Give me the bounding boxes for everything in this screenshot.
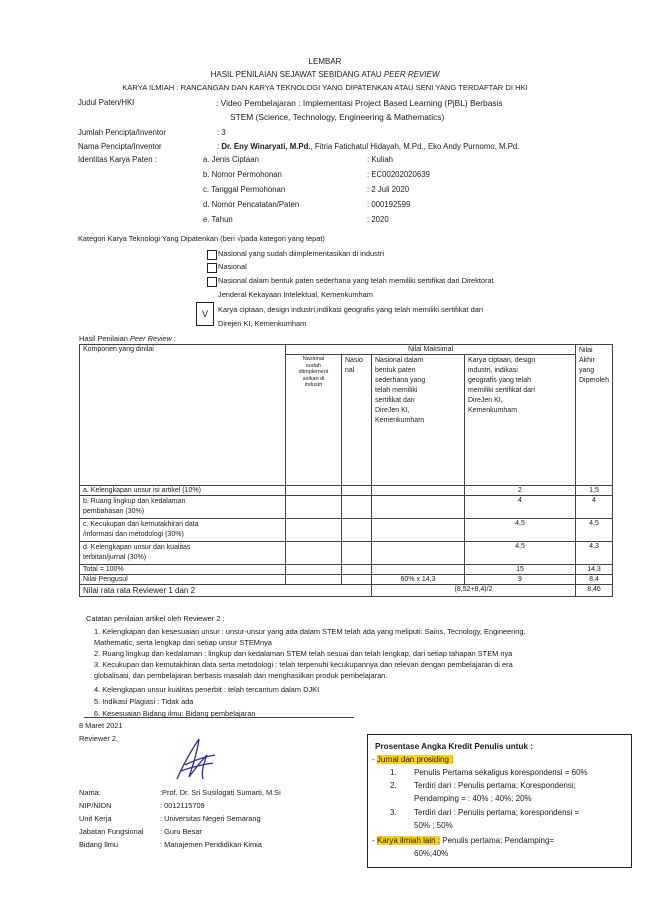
empty-cell bbox=[286, 565, 342, 575]
kategori-heading: Kategori Karya Teknologi Yang Dipatenkan (beri √pada kategori yang tepat) bbox=[78, 234, 325, 243]
table-row-b-label: b. Ruang lingkup dan kedalaman pembahasan (30%) bbox=[80, 496, 286, 519]
total-label: Total = 100% bbox=[80, 565, 286, 575]
table-row-d-label: d. Kelengkapan unsur dan kualitas terbitan/jurnal (30%) bbox=[80, 542, 286, 565]
identitas-item-a-value: : Kuliah bbox=[367, 155, 394, 164]
jumlah-value: : 3 bbox=[217, 128, 226, 137]
credit-item-3-text2: 50% ; 50% bbox=[414, 821, 453, 830]
rata-calc: (8,52+8,4)/2 bbox=[372, 585, 576, 597]
credit-cat2-line2: 60%;40% bbox=[414, 849, 449, 858]
empty-cell bbox=[342, 496, 372, 519]
identitas-item-b-value: : EC00202020639 bbox=[367, 170, 430, 179]
hasil-heading-text: Hasil Penilaian bbox=[79, 334, 130, 343]
table-row-a-nilai: 2 bbox=[465, 486, 576, 496]
catatan-item-6: 6. Kesesuaian Bidang ilmu: Bidang pembelajaran bbox=[94, 709, 256, 718]
field-unit-label: Unit Kerja bbox=[79, 814, 112, 823]
pengusul-nilai: 9 bbox=[465, 575, 576, 585]
doc-title-lembar: LEMBAR bbox=[308, 57, 342, 66]
hasil-heading-peer: Peer Review bbox=[129, 334, 172, 343]
identitas-item-d-key: d. Nomor Pencatatan/Paten bbox=[203, 200, 300, 209]
table-row-a-akhir: 1,5 bbox=[576, 486, 613, 496]
pengusul-label: Nilai Pengusul bbox=[80, 575, 286, 585]
empty-cell bbox=[372, 519, 465, 542]
table-row-a-label: a. Kelengkapan unsur isi artikel (10%) bbox=[80, 486, 286, 496]
identitas-item-d-value: : 000192599 bbox=[367, 200, 411, 209]
subcol-nasional: Nasio nal bbox=[342, 355, 372, 486]
col-nilai-akhir-header: Nilai Akhir yang Diperoleh bbox=[576, 345, 613, 486]
judul-label: Judul Paten/HKI bbox=[78, 98, 135, 107]
field-bidang-label: Bidang Ilmu bbox=[79, 840, 119, 849]
empty-cell bbox=[372, 565, 465, 575]
field-nip-label: NIP/NIDN bbox=[79, 801, 112, 810]
empty-cell bbox=[286, 542, 342, 565]
title-hasil-text: HASIL PENILAIAN SEJAWAT SEBIDANG ATAU bbox=[210, 70, 384, 79]
pengusul-calc: 60% x 14,3 bbox=[372, 575, 465, 585]
checkbox-nasional-industri[interactable] bbox=[207, 250, 217, 260]
signature-image bbox=[173, 735, 218, 783]
rata-label: Nilai rata rata Reviewer 1 dan 2 bbox=[80, 585, 372, 597]
subcol-paten-sederhana: Nasional dalam bentuk paten sederhana yang telah memiliki sertifikat dari DireJen KI, Kemenkumham bbox=[372, 355, 465, 486]
checkbox-paten-sederhana[interactable] bbox=[207, 277, 217, 287]
kategori-opt-4-line2: Direjen KI, Kemenkumham bbox=[218, 319, 307, 328]
kategori-opt-2: Nasional bbox=[218, 262, 247, 271]
empty-cell bbox=[342, 519, 372, 542]
catatan-item-2: 2. Ruang lingkup dan kedalaman : lingkup dan kedalaman STEM telah sesuai dan telah lengkap, dari setiap tahapan STEM nya bbox=[94, 649, 513, 658]
empty-cell bbox=[286, 496, 342, 519]
subcol-nasional-industri: Nasional sudah diimplement asikan di industri bbox=[286, 355, 342, 486]
nama-value: : Dr. Eny Winaryati, M.Pd., Fitria Fatichatul Hidayah, M.Pd., Eko Andy Purnomo, M.Pd. bbox=[217, 142, 520, 151]
nama-label: Nama Pencipta/Inventor bbox=[78, 142, 162, 151]
hasil-heading-colon: : bbox=[171, 334, 176, 343]
identitas-item-c-key: c. Tanggal Permohonan bbox=[203, 185, 286, 194]
table-row-c-label: c. Kecukupan dan kemutakhiran data /informasi dan metodologi (30%) bbox=[80, 519, 286, 542]
field-jabatan-value: : Guru Besar bbox=[160, 827, 202, 836]
table-row-d-nilai: 4,5 bbox=[465, 542, 576, 565]
credit-cat2: - Karya ilmiah lain : Penulis pertama; Pendamping= bbox=[372, 836, 555, 845]
reviewer-label: Reviewer 2, bbox=[79, 734, 119, 743]
jumlah-label: Jumlah Pencipta/Inventor bbox=[78, 128, 166, 137]
empty-cell bbox=[342, 575, 372, 585]
catatan-item-5: 5. Indikasi Plagiasi : Tidak ada bbox=[94, 697, 194, 706]
identitas-item-b-key: b. Nomor Permohonan bbox=[203, 170, 282, 179]
field-unit-value: : Universitas Negeri Semarang bbox=[160, 814, 261, 823]
nama-lain: , Fitria Fatichatul Hidayah, M.Pd., Eko Andy Purnomo, M.Pd. bbox=[310, 142, 520, 151]
identitas-label: Identitas Karya Paten : bbox=[78, 155, 157, 164]
total-akhir: 14,3 bbox=[576, 565, 613, 575]
catatan-divider bbox=[84, 717, 354, 718]
field-nip-value: : 0012115709 bbox=[160, 801, 205, 810]
pengusul-akhir: 8,4 bbox=[576, 575, 613, 585]
credit-item-1-num: 1. bbox=[390, 768, 397, 777]
catatan-item-3: 3. Kecukupan dan kemutakhiran data serta metodologi : telah terpenuhi kecukupannya dan relevan dengan pembelajaran di era bbox=[94, 660, 513, 669]
empty-cell bbox=[342, 565, 372, 575]
table-row-b-nilai: 4 bbox=[465, 496, 576, 519]
subcol-karya-ciptaan: Karya ciptaan, design industri, indikasi geografis yang telah memiliki sertifikat dari DireJen KI, Kemenkumham bbox=[465, 355, 576, 486]
table-row-c-akhir: 4,5 bbox=[576, 519, 613, 542]
credit-title: Prosentase Angka Kredit Penulis untuk : bbox=[375, 742, 534, 751]
credit-item-2-num: 2. bbox=[390, 781, 397, 790]
catatan-heading: Catatan penilaian artikel oleh Reviewer 2 : bbox=[86, 614, 225, 623]
catatan-item-3b: globalisasi, dan pembelajaran berbasis masalah dan menghasilkan produk pembelajaran. bbox=[94, 671, 388, 680]
identitas-item-e-key: e. Tahun bbox=[203, 215, 233, 224]
kategori-opt-3-line1: Nasional dalam bentuk paten sederhana yang telah memiliki sertifikat dari Direktorat bbox=[218, 276, 494, 285]
identitas-item-e-value: : 2020 bbox=[367, 215, 389, 224]
empty-cell bbox=[286, 486, 342, 496]
credit-cat2-highlight: Karya ilmiah lain : bbox=[376, 836, 441, 845]
catatan-item-1: 1. Kelengkapan dan kesesuaian unsur : unsur-unsur yang ada dalam STEM telah ada yang meliputi: Sains, Tecnology, Engineering, bbox=[94, 627, 526, 636]
table-row-d-akhir: 4,3 bbox=[576, 542, 613, 565]
check-mark: V bbox=[201, 309, 208, 319]
table-row-b-akhir: 4 bbox=[576, 496, 613, 519]
doc-title-karya: KARYA ILMIAH : RANCANGAN DAN KARYA TEKNOLOGI YANG DIPATENKAN ATAU SENI YANG TERDAFTAR DI HKI bbox=[122, 83, 528, 92]
kategori-opt-3-line2: Jenderal Kekayaan Intelektual, Kemenkumham bbox=[218, 290, 373, 299]
catatan-item-4: 4. Kelengkapan unsur kualitas penerbit : telah tercantum dalam DJKI bbox=[94, 685, 320, 694]
judul-value-1: : Video Pembelajaran : Implementasi Project Based Learning (PjBL) Berbasis bbox=[216, 98, 503, 108]
field-bidang-value: : Manajemen Pendidikan Kimia bbox=[160, 840, 262, 849]
table-row-c-nilai: 4,5 bbox=[465, 519, 576, 542]
identitas-item-c-value: : 2 Juli 2020 bbox=[367, 185, 410, 194]
credit-cat1-highlight: Jurnal dan prosiding : bbox=[376, 755, 454, 764]
kategori-opt-4-line1: Karya ciptaan, design industri,indikasi geografis yang telah memiliki sertifikat dari bbox=[218, 305, 483, 314]
field-jabatan-label: Jabatan Fungsional bbox=[79, 827, 144, 836]
credit-box bbox=[367, 734, 632, 868]
tanggal: 8 Maret 2021 bbox=[79, 721, 123, 730]
credit-cat1: - Jurnal dan prosiding : bbox=[372, 755, 454, 764]
credit-item-1-text: Penulis Pertama sekaligus korespondensi = 60% bbox=[414, 768, 588, 777]
empty-cell bbox=[286, 575, 342, 585]
empty-cell bbox=[342, 542, 372, 565]
credit-item-3-num: 3. bbox=[390, 808, 397, 817]
empty-cell bbox=[372, 486, 465, 496]
hasil-heading bbox=[79, 334, 176, 343]
checkbox-nasional[interactable] bbox=[207, 263, 217, 273]
credit-item-2-text2: Pendamping = : 40% ; 40%; 20% bbox=[414, 794, 532, 803]
score-table bbox=[79, 344, 613, 597]
field-nama-label: Nama: bbox=[79, 788, 101, 797]
empty-cell bbox=[286, 519, 342, 542]
rata-akhir: 8,46 bbox=[576, 585, 613, 597]
credit-item-3-text: Terdiri dari : Penulis pertama; korespondensi = bbox=[414, 808, 580, 817]
checkbox-karya-ciptaan[interactable] bbox=[196, 302, 214, 326]
identitas-item-a-key: a. Jenis Ciptaan bbox=[203, 155, 259, 164]
credit-item-2-text: Terdiri dari : Penulis pertama; Korespondensi; bbox=[414, 781, 576, 790]
empty-cell bbox=[342, 486, 372, 496]
total-nilai: 15 bbox=[465, 565, 576, 575]
col-komponen-header: Komponen yang dinilai bbox=[80, 345, 286, 486]
title-peer-review: PEER REVIEW bbox=[383, 70, 440, 79]
empty-cell bbox=[372, 496, 465, 519]
catatan-item-1b: Mathematic, serta lengkap dari setiap unsur STEMnya bbox=[94, 638, 272, 647]
doc-title-hasil bbox=[0, 70, 650, 79]
empty-cell bbox=[372, 542, 465, 565]
judul-value-2: STEM (Science, Technology, Engineering & Mathematics) bbox=[230, 112, 445, 122]
kategori-opt-1: Nasional yang sudah diimplementasikan di industri bbox=[218, 249, 384, 258]
nama-utama: Dr. Eny Winaryati, M.Pd. bbox=[221, 142, 311, 151]
field-nama-value: :Prof. Dr. Sri Susilogati Sumarti, M.Si bbox=[160, 788, 281, 797]
credit-cat2-rest: Penulis pertama; Pendamping= bbox=[440, 836, 555, 845]
col-nilai-maks-header: Nilai Maksimal bbox=[286, 345, 576, 355]
